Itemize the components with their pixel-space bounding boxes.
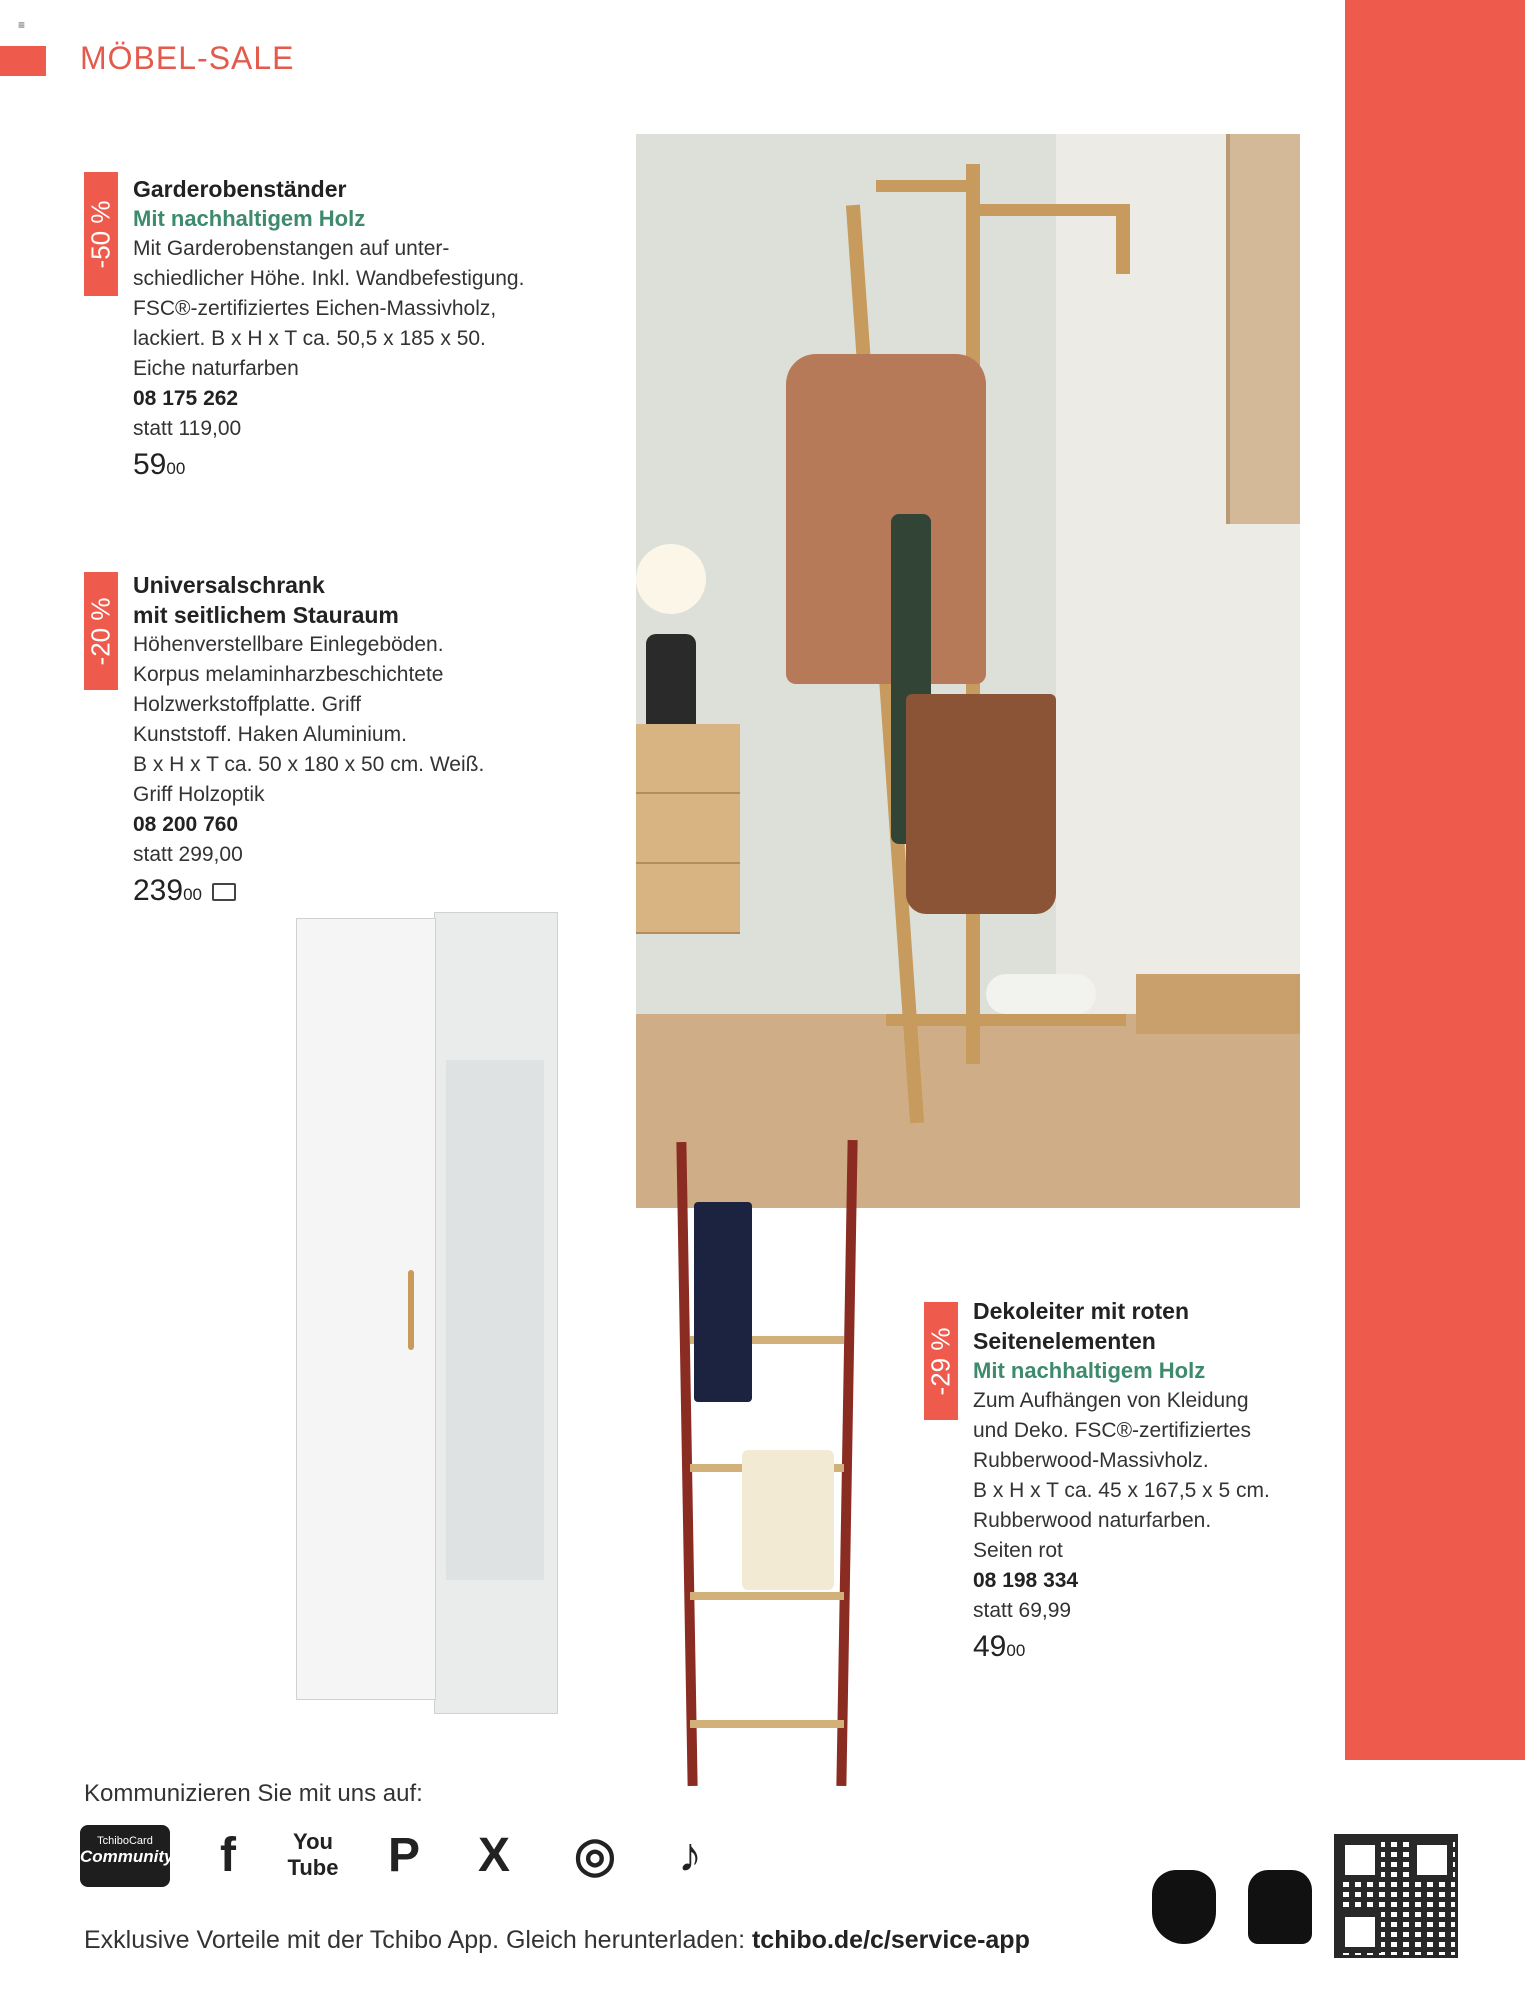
app-promo bbox=[84, 1926, 1030, 1955]
product-highlight: Mit nachhaltigem Holz bbox=[973, 1358, 1206, 1383]
qr-finder bbox=[1339, 1839, 1381, 1881]
app-link[interactable]: tchibo.de/c/service-app bbox=[751, 1926, 1030, 1954]
product-desc-line: FSC®-zertifiziertes Eichen-Massivholz, bbox=[133, 297, 497, 320]
tiktok-icon[interactable]: ♪ bbox=[678, 1828, 702, 1882]
product-title: Garderobenständer bbox=[133, 176, 347, 202]
bench bbox=[1136, 974, 1300, 1034]
app-promo-text: Exklusive Vorteile mit der Tchibo App. Gleich herunterladen: bbox=[84, 1926, 746, 1954]
product-desc-line: Griff Holzoptik bbox=[133, 783, 265, 806]
product-desc-line: Kunststoff. Haken Aluminium. bbox=[133, 723, 407, 746]
qr-finder bbox=[1339, 1911, 1381, 1953]
youtube-icon[interactable]: You Tube bbox=[287, 1829, 339, 1880]
product-desc-line: und Deko. FSC®-zertifiziertes bbox=[973, 1419, 1252, 1442]
product-desc-line: B x H x T ca. 45 x 167,5 x 5 cm. bbox=[973, 1479, 1270, 1502]
rack-bar bbox=[876, 180, 976, 192]
wall-art bbox=[1226, 134, 1300, 524]
product-desc-line: Eiche naturfarben bbox=[133, 357, 299, 380]
ladder-rung bbox=[690, 1720, 844, 1728]
tchibocard-label: TchiboCard bbox=[97, 1835, 153, 1847]
android-icon[interactable] bbox=[1248, 1870, 1312, 1944]
price: $49^{00}$ bbox=[973, 1630, 1026, 1663]
page-title: MÖBEL-SALE bbox=[80, 40, 295, 76]
coat bbox=[786, 354, 986, 684]
product-desc-line: Höhenverstellbare Einlegeböden. bbox=[133, 633, 444, 656]
product-universalschrank bbox=[133, 570, 593, 906]
old-price: statt 119,00 bbox=[133, 417, 242, 440]
product-desc-line: lackiert. B x H x T ca. 50,5 x 185 x 50. bbox=[133, 327, 486, 350]
bag bbox=[906, 694, 1056, 914]
shoes bbox=[986, 974, 1096, 1014]
product-desc-line: Zum Aufhängen von Kleidung bbox=[973, 1389, 1249, 1412]
lamp-base bbox=[646, 634, 696, 724]
side-accent-bar bbox=[1345, 0, 1525, 1760]
discount-badge: -20 % bbox=[84, 572, 118, 690]
cabinet-door bbox=[296, 918, 436, 1700]
price: $239^{00}$ bbox=[133, 876, 593, 906]
qr-finder bbox=[1411, 1839, 1453, 1881]
cabinet-open-shelf bbox=[446, 1060, 544, 1580]
product-desc-line: B x H x T ca. 50 x 180 x 50 cm. Weiß. bbox=[133, 753, 485, 776]
community-label: Community bbox=[80, 1847, 174, 1866]
article-number: 08 175 262 bbox=[133, 387, 239, 410]
product-title: Seitenelementen bbox=[973, 1328, 1156, 1354]
cabinet-handle bbox=[408, 1270, 414, 1350]
instagram-icon[interactable]: ◎ bbox=[574, 1829, 616, 1882]
old-price: statt 299,00 bbox=[133, 843, 243, 866]
delivery-box-icon bbox=[212, 883, 236, 901]
product-title: Universalschrank bbox=[133, 572, 325, 598]
product-garderobenstaender bbox=[133, 174, 593, 480]
lamp-globe bbox=[636, 544, 706, 614]
product-dekoleiter bbox=[973, 1296, 1333, 1662]
dresser bbox=[636, 724, 740, 934]
product-title: Dekoleiter mit roten bbox=[973, 1298, 1189, 1324]
pinterest-icon[interactable]: P bbox=[387, 1828, 420, 1882]
menu-icon[interactable]: ≡ bbox=[18, 18, 26, 32]
rack-bar bbox=[886, 1014, 1126, 1026]
header-accent-block bbox=[0, 46, 46, 76]
tchibocard-community-link[interactable] bbox=[80, 1825, 174, 1887]
article-number: 08 198 334 bbox=[973, 1569, 1079, 1592]
xing-icon[interactable]: X bbox=[477, 1828, 510, 1882]
social-heading: Kommunizieren Sie mit uns auf: bbox=[84, 1780, 423, 1807]
old-price: statt 69,99 bbox=[973, 1599, 1072, 1622]
ladder-post bbox=[836, 1140, 857, 1786]
product-desc-line: Rubberwood naturfarben. bbox=[973, 1509, 1212, 1532]
product-desc-line: Korpus melaminharzbeschichtete bbox=[133, 663, 444, 686]
discount-badge: -29 % bbox=[924, 1302, 958, 1420]
price: $59^{00}$ bbox=[133, 448, 186, 481]
qr-code[interactable] bbox=[1334, 1834, 1458, 1958]
product-highlight: Mit nachhaltigem Holz bbox=[133, 206, 366, 231]
product-title: mit seitlichem Stauraum bbox=[133, 602, 399, 628]
facebook-icon[interactable]: f bbox=[220, 1828, 236, 1882]
product-desc-line: schiedlicher Höhe. Inkl. Wandbefestigung. bbox=[133, 267, 525, 290]
ladder-blanket bbox=[742, 1450, 834, 1590]
ladder-scarf bbox=[694, 1202, 752, 1402]
ladder-rung bbox=[690, 1592, 844, 1600]
product-desc-line: Rubberwood-Massivholz. bbox=[973, 1449, 1209, 1472]
product-desc-line: Holzwerkstoffplatte. Griff bbox=[133, 693, 361, 716]
article-number: 08 200 760 bbox=[133, 813, 239, 836]
product-desc-line: Seiten rot bbox=[973, 1539, 1063, 1562]
apple-icon[interactable] bbox=[1152, 1870, 1216, 1944]
product-desc-line: Mit Garderobenstangen auf unter- bbox=[133, 237, 450, 260]
discount-badge: -50 % bbox=[84, 172, 118, 296]
coat-rack-photo bbox=[636, 134, 1300, 1208]
rack-bar bbox=[966, 204, 1126, 216]
